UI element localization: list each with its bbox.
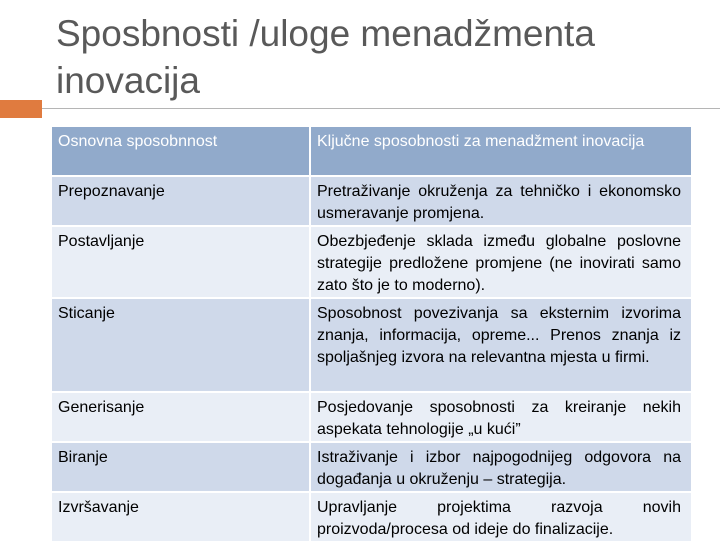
row-description: Istraživanje i izbor najpogodnijeg odgovora na događanja u okruženju – strategija. — [310, 442, 692, 492]
table-row — [51, 176, 692, 226]
table-row — [51, 392, 692, 442]
table-row — [51, 492, 692, 542]
row-description: Obezbjeđenje sklada između globalne poslovne strategije predložene promjene (ne inovirati samo zato što je to moderno). — [310, 226, 692, 298]
table-row — [51, 442, 692, 492]
slide-title: Sposbnosti /uloge menadžmenta inovacija — [56, 13, 595, 101]
row-description: Pretraživanje okruženja za tehničko i ekonomsko usmeravanje promjena. — [310, 176, 692, 226]
row-capability: Prepoznavanje — [51, 176, 310, 226]
accent-bar — [0, 100, 42, 118]
row-description: Upravljanje projektima razvoja novih proizvoda/procesa od ideje do finalizacije. — [310, 492, 692, 542]
row-capability: Izvršavanje — [51, 492, 310, 542]
header-cell-key-capabilities: Ključne sposobnosti za menadžment inovacija — [310, 126, 692, 176]
table-row — [51, 298, 692, 392]
table-header-row — [51, 126, 692, 176]
row-capability: Biranje — [51, 442, 310, 492]
row-capability: Generisanje — [51, 392, 310, 442]
capabilities-table — [50, 125, 693, 543]
title-divider — [42, 108, 720, 109]
row-description: Posjedovanje sposobnosti za kreiranje nekih aspekata tehnologije „u kući” — [310, 392, 692, 442]
row-capability: Postavljanje — [51, 226, 310, 298]
table-row — [51, 226, 692, 298]
row-capability: Sticanje — [51, 298, 310, 392]
row-description: Sposobnost povezivanja sa eksternim izvorima znanja, informacija, opreme... Prenos znanja iz spoljašnjeg izvora na relevantna mjesta u firmi. — [310, 298, 692, 392]
header-cell-basic-capability: Osnovna sposobnnost — [51, 126, 310, 176]
